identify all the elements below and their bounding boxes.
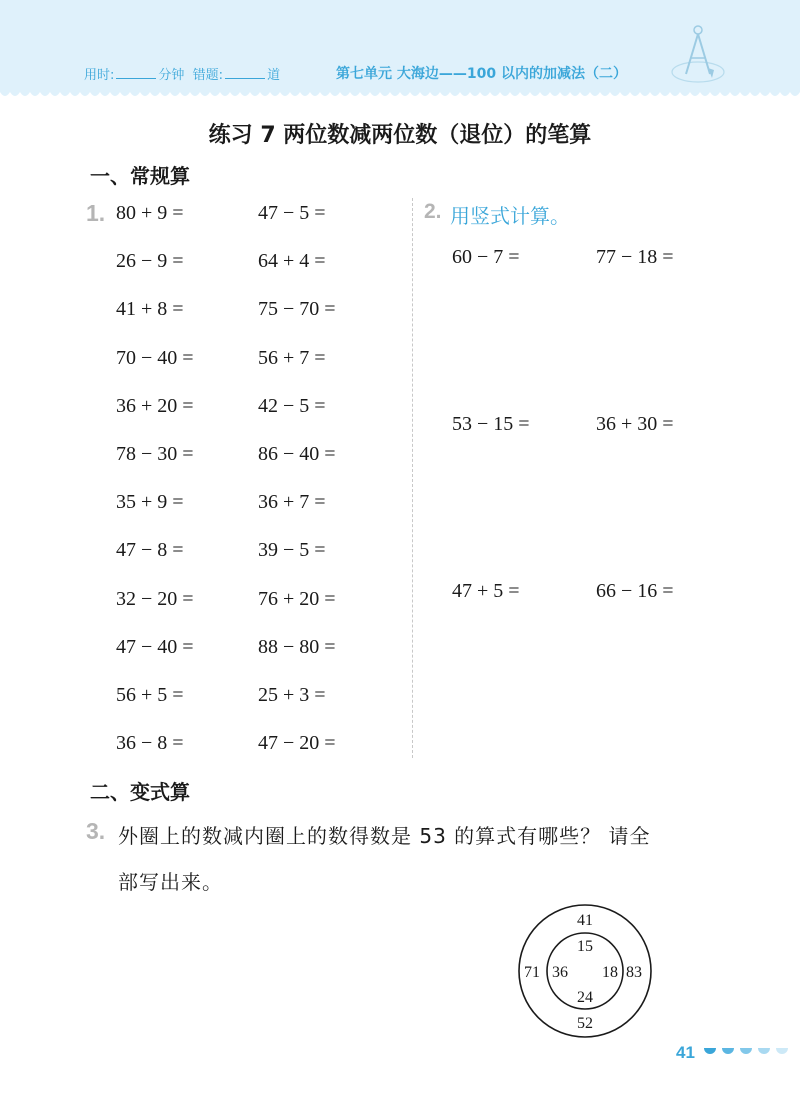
outer-number-right: 83 — [626, 964, 642, 981]
q1-col1-equation-3: 41 + 8 = — [116, 298, 184, 321]
q1-col1-equation-7: 35 + 9 = — [116, 491, 184, 514]
q1-col2-equation-6: 86 − 40 = — [258, 443, 336, 465]
question-2-label: 用竖式计算。 — [450, 204, 570, 228]
q1-col2-equation-7: 36 + 7 = — [258, 491, 326, 514]
q2-equation-1: 60 − 7 = — [452, 246, 520, 268]
time-label: 用时: — [84, 68, 115, 83]
q1-col1-equation-4: 70 − 40 = — [116, 346, 194, 369]
unit-title: 第七单元 大海边——100 以内的加减法（二） — [336, 66, 627, 82]
q1-col2-equation-10: 88 − 80 = — [258, 635, 336, 658]
count-label: 道 — [267, 68, 281, 83]
q1-col2-equation-11: 25 + 3 = — [258, 684, 326, 706]
outer-number-top: 41 — [577, 912, 593, 929]
compass-icon — [668, 22, 728, 86]
time-blank — [116, 67, 156, 79]
question-2-number: 2. — [424, 200, 442, 223]
q2-equation-4: 36 + 30 = — [596, 413, 674, 435]
q1-col1-equation-12: 36 − 8 = — [116, 732, 184, 755]
q1-col1-equation-8: 47 − 8 = — [116, 539, 184, 562]
section-heading-routine: 一、常规算 — [90, 164, 190, 188]
inner-number-left: 36 — [552, 964, 568, 981]
section-heading-variant: 二、变式算 — [90, 780, 190, 804]
inner-number-right: 18 — [602, 964, 618, 981]
q1-col1-equation-11: 56 + 5 = — [116, 684, 184, 706]
header-scallop-edge — [0, 86, 800, 100]
errors-blank — [225, 67, 265, 79]
q1-col1-equation-9: 32 − 20 = — [116, 587, 194, 610]
outer-number-left: 71 — [524, 964, 540, 981]
q1-col2-equation-4: 56 + 7 = — [258, 346, 326, 369]
q1-col2-equation-2: 64 + 4 = — [258, 250, 326, 273]
question-3-text-line-2: 部写出来。 — [118, 870, 223, 894]
q2-equation-5: 47 + 5 = — [452, 580, 520, 602]
q1-col2-equation-9: 76 + 20 = — [258, 587, 336, 610]
question-3-text-line-1: 外圈上的数减内圈上的数得数是 53 的算式有哪些？ 请全 — [118, 824, 651, 848]
q1-col1-equation-1: 80 + 9 = — [116, 202, 184, 224]
q1-col2-equation-5: 42 − 5 = — [258, 394, 326, 417]
question-3-number: 3. — [86, 818, 106, 844]
q2-equation-2: 77 − 18 = — [596, 246, 674, 268]
q1-col1-equation-10: 47 − 40 = — [116, 635, 194, 658]
q1-col1-equation-5: 36 + 20 = — [116, 394, 194, 417]
question-1-number: 1. — [86, 200, 106, 226]
q1-col2-equation-12: 47 − 20 = — [258, 732, 336, 755]
number-circles-diagram — [516, 903, 654, 1039]
outer-number-bottom: 52 — [577, 1015, 593, 1032]
q1-col2-equation-8: 39 − 5 = — [258, 539, 326, 562]
q2-equation-6: 66 − 16 = — [596, 580, 674, 602]
q1-col1-equation-6: 78 − 30 = — [116, 443, 194, 465]
q2-equation-3: 53 − 15 = — [452, 413, 530, 435]
column-divider — [412, 198, 413, 758]
page-title: 练习 7 两位数减两位数（退位）的笔算 — [208, 123, 592, 148]
inner-number-bottom: 24 — [577, 989, 593, 1006]
q1-col2-equation-1: 47 − 5 = — [258, 202, 326, 224]
q1-col2-equation-3: 75 − 70 = — [258, 298, 336, 321]
page-number: 41 — [676, 1043, 695, 1062]
minutes-label: 分钟 — [158, 68, 185, 83]
errors-label: 错题: — [192, 68, 224, 83]
q1-col1-equation-2: 26 − 9 = — [116, 250, 184, 273]
inner-number-top: 15 — [577, 938, 593, 955]
header-time-error-record — [84, 64, 280, 83]
page-decoration-dots — [700, 1046, 792, 1060]
